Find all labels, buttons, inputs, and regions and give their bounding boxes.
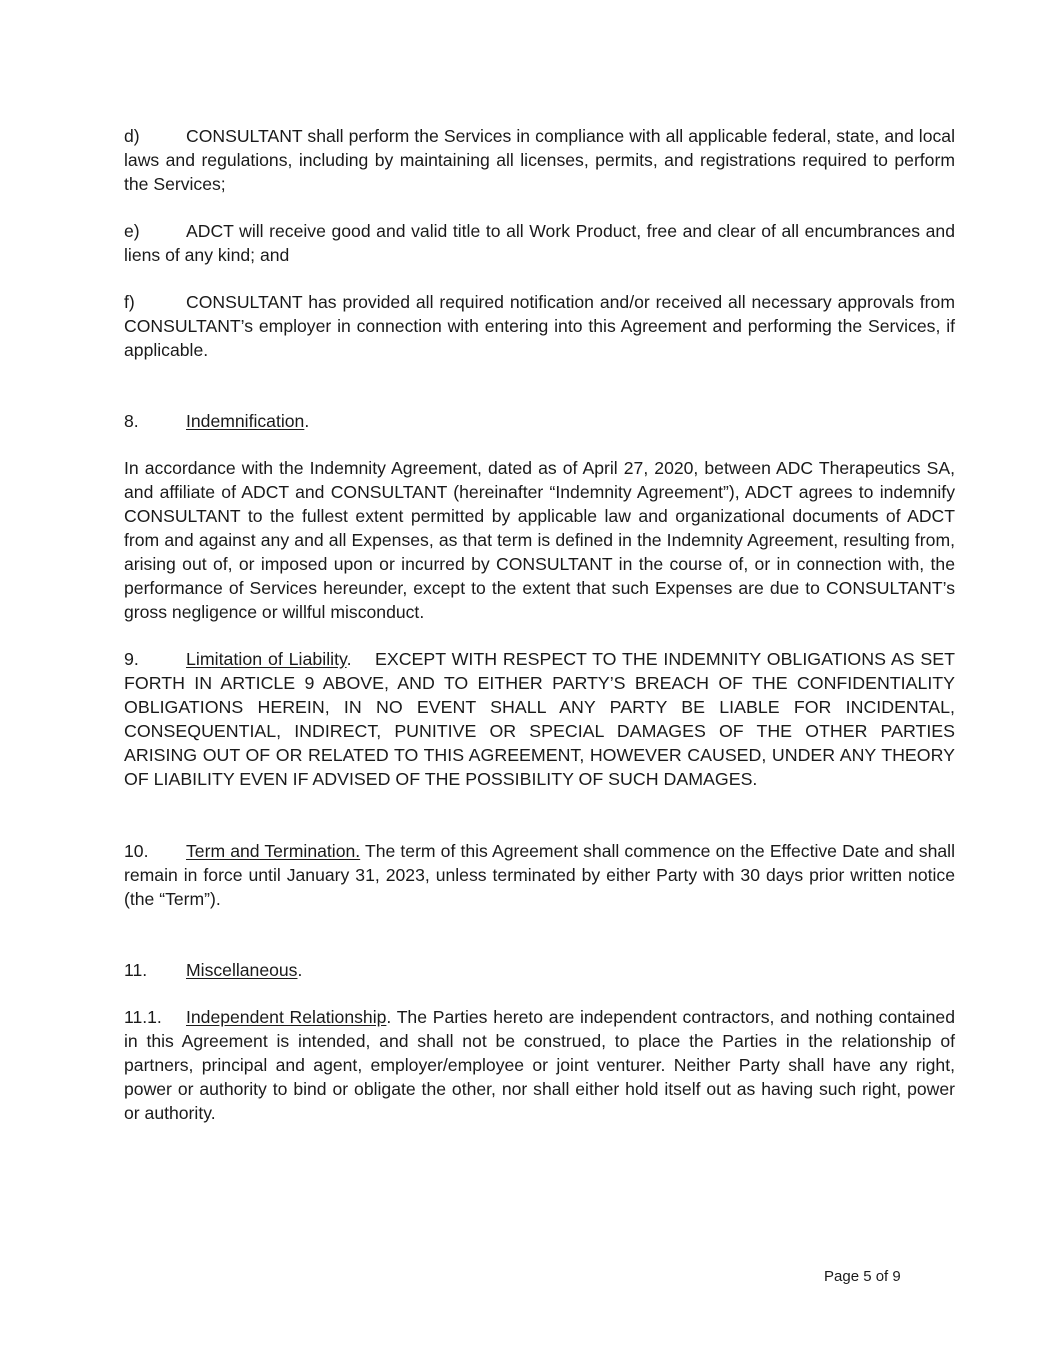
clause-label: d): [124, 126, 140, 146]
section-body: The Parties hereto are independent contractors, and nothing contained in this Agreement is intended, and shall not be construed, to place the Parties in the relationship of partners, principal and agent, employer/employee or joint venturer. Neither Party shall have any right, power or authority to bind or obligate the other, nor shall either hold itself out as having such right, power or authority.: [124, 1007, 955, 1123]
section-title-punct: .: [304, 411, 310, 431]
section-number: 11.: [124, 960, 148, 980]
section-body: The term of this Agreement shall commence on the Effective Date and shall remain in force until January 31, 2023, unless terminated by either Party with 30 days prior written notice (the “Term”).: [124, 841, 955, 909]
clause-label: e): [124, 221, 140, 241]
section-title-punct: .: [346, 649, 352, 669]
section-title: Limitation of Liability: [186, 649, 347, 669]
section-number: 8.: [124, 411, 139, 431]
section-term-and-termination: [124, 839, 955, 911]
clause-text: CONSULTANT shall perform the Services in compliance with all applicable federal, state, and local laws and regulations, including by maintaining all licenses, permits, and registrations required to perform the Services;: [124, 126, 955, 194]
section-number: 9.: [124, 649, 139, 669]
section-heading-indemnification: [124, 409, 955, 433]
clause-label: f): [124, 292, 135, 312]
page-number: Page 5 of 9: [824, 1268, 901, 1285]
section-body: EXCEPT WITH RESPECT TO THE INDEMNITY OBLIGATIONS AS SET FORTH IN ARTICLE 9 ABOVE, AND TO EITHER PARTY’S BREACH OF THE CONFIDENTIALITY OBLIGATIONS HEREIN, IN NO EVENT SHALL ANY PARTY BE LIABLE FOR INCIDENTAL, CONSEQUENTIAL, INDIRECT, PUNITIVE OR SPECIAL DAMAGES OF THE OTHER PARTIES ARISING OUT OF OR RELATED TO THIS AGREEMENT, HOWEVER CAUSED, UNDER ANY THEORY OF LIABILITY EVEN IF ADVISED OF THE POSSIBILITY OF SUCH DAMAGES.: [124, 649, 955, 789]
clause-e: [124, 219, 955, 267]
page-content: [124, 124, 955, 1125]
section-title-punct: .: [386, 1007, 392, 1027]
section-body-indemnification: In accordance with the Indemnity Agreement, dated as of April 27, 2020, between ADC Therapeutics SA, and affiliate of ADCT and CONSULTANT (hereinafter “Indemnity Agreement”), ADCT agrees to indemnify CONSULTANT to the fullest extent permitted by applicable law and organizational documents of ADCT from and against any and all Expenses, as that term is defined in the Indemnity Agreement, resulting from, arising out of, or imposed upon or incurred by CONSULTANT in the course of, or in connection with, the performance of Services hereunder, except to the extent that such Expenses are due to CONSULTANT’s gross negligence or willful misconduct.: [124, 458, 955, 622]
section-title: Independent Relationship: [186, 1007, 387, 1027]
clause-d: [124, 124, 955, 196]
section-limitation-of-liability: [124, 647, 955, 791]
clause-text: CONSULTANT has provided all required notification and/or received all necessary approvals from CONSULTANT’s employer in connection with entering into this Agreement and performing the Services, if applicable.: [124, 292, 955, 360]
section-independent-relationship: [124, 1005, 955, 1125]
section-title: Indemnification: [186, 411, 305, 431]
section-title-punct: .: [297, 960, 303, 980]
clause-f: [124, 290, 955, 362]
section-number: 11.1.: [124, 1007, 162, 1027]
section-title: Miscellaneous: [186, 960, 298, 980]
clause-text: ADCT will receive good and valid title to all Work Product, free and clear of all encumbrances and liens of any kind; and: [124, 221, 955, 265]
section-title: Term and Termination.: [186, 841, 361, 861]
section-number: 10.: [124, 841, 149, 861]
section-heading-miscellaneous: [124, 958, 955, 982]
